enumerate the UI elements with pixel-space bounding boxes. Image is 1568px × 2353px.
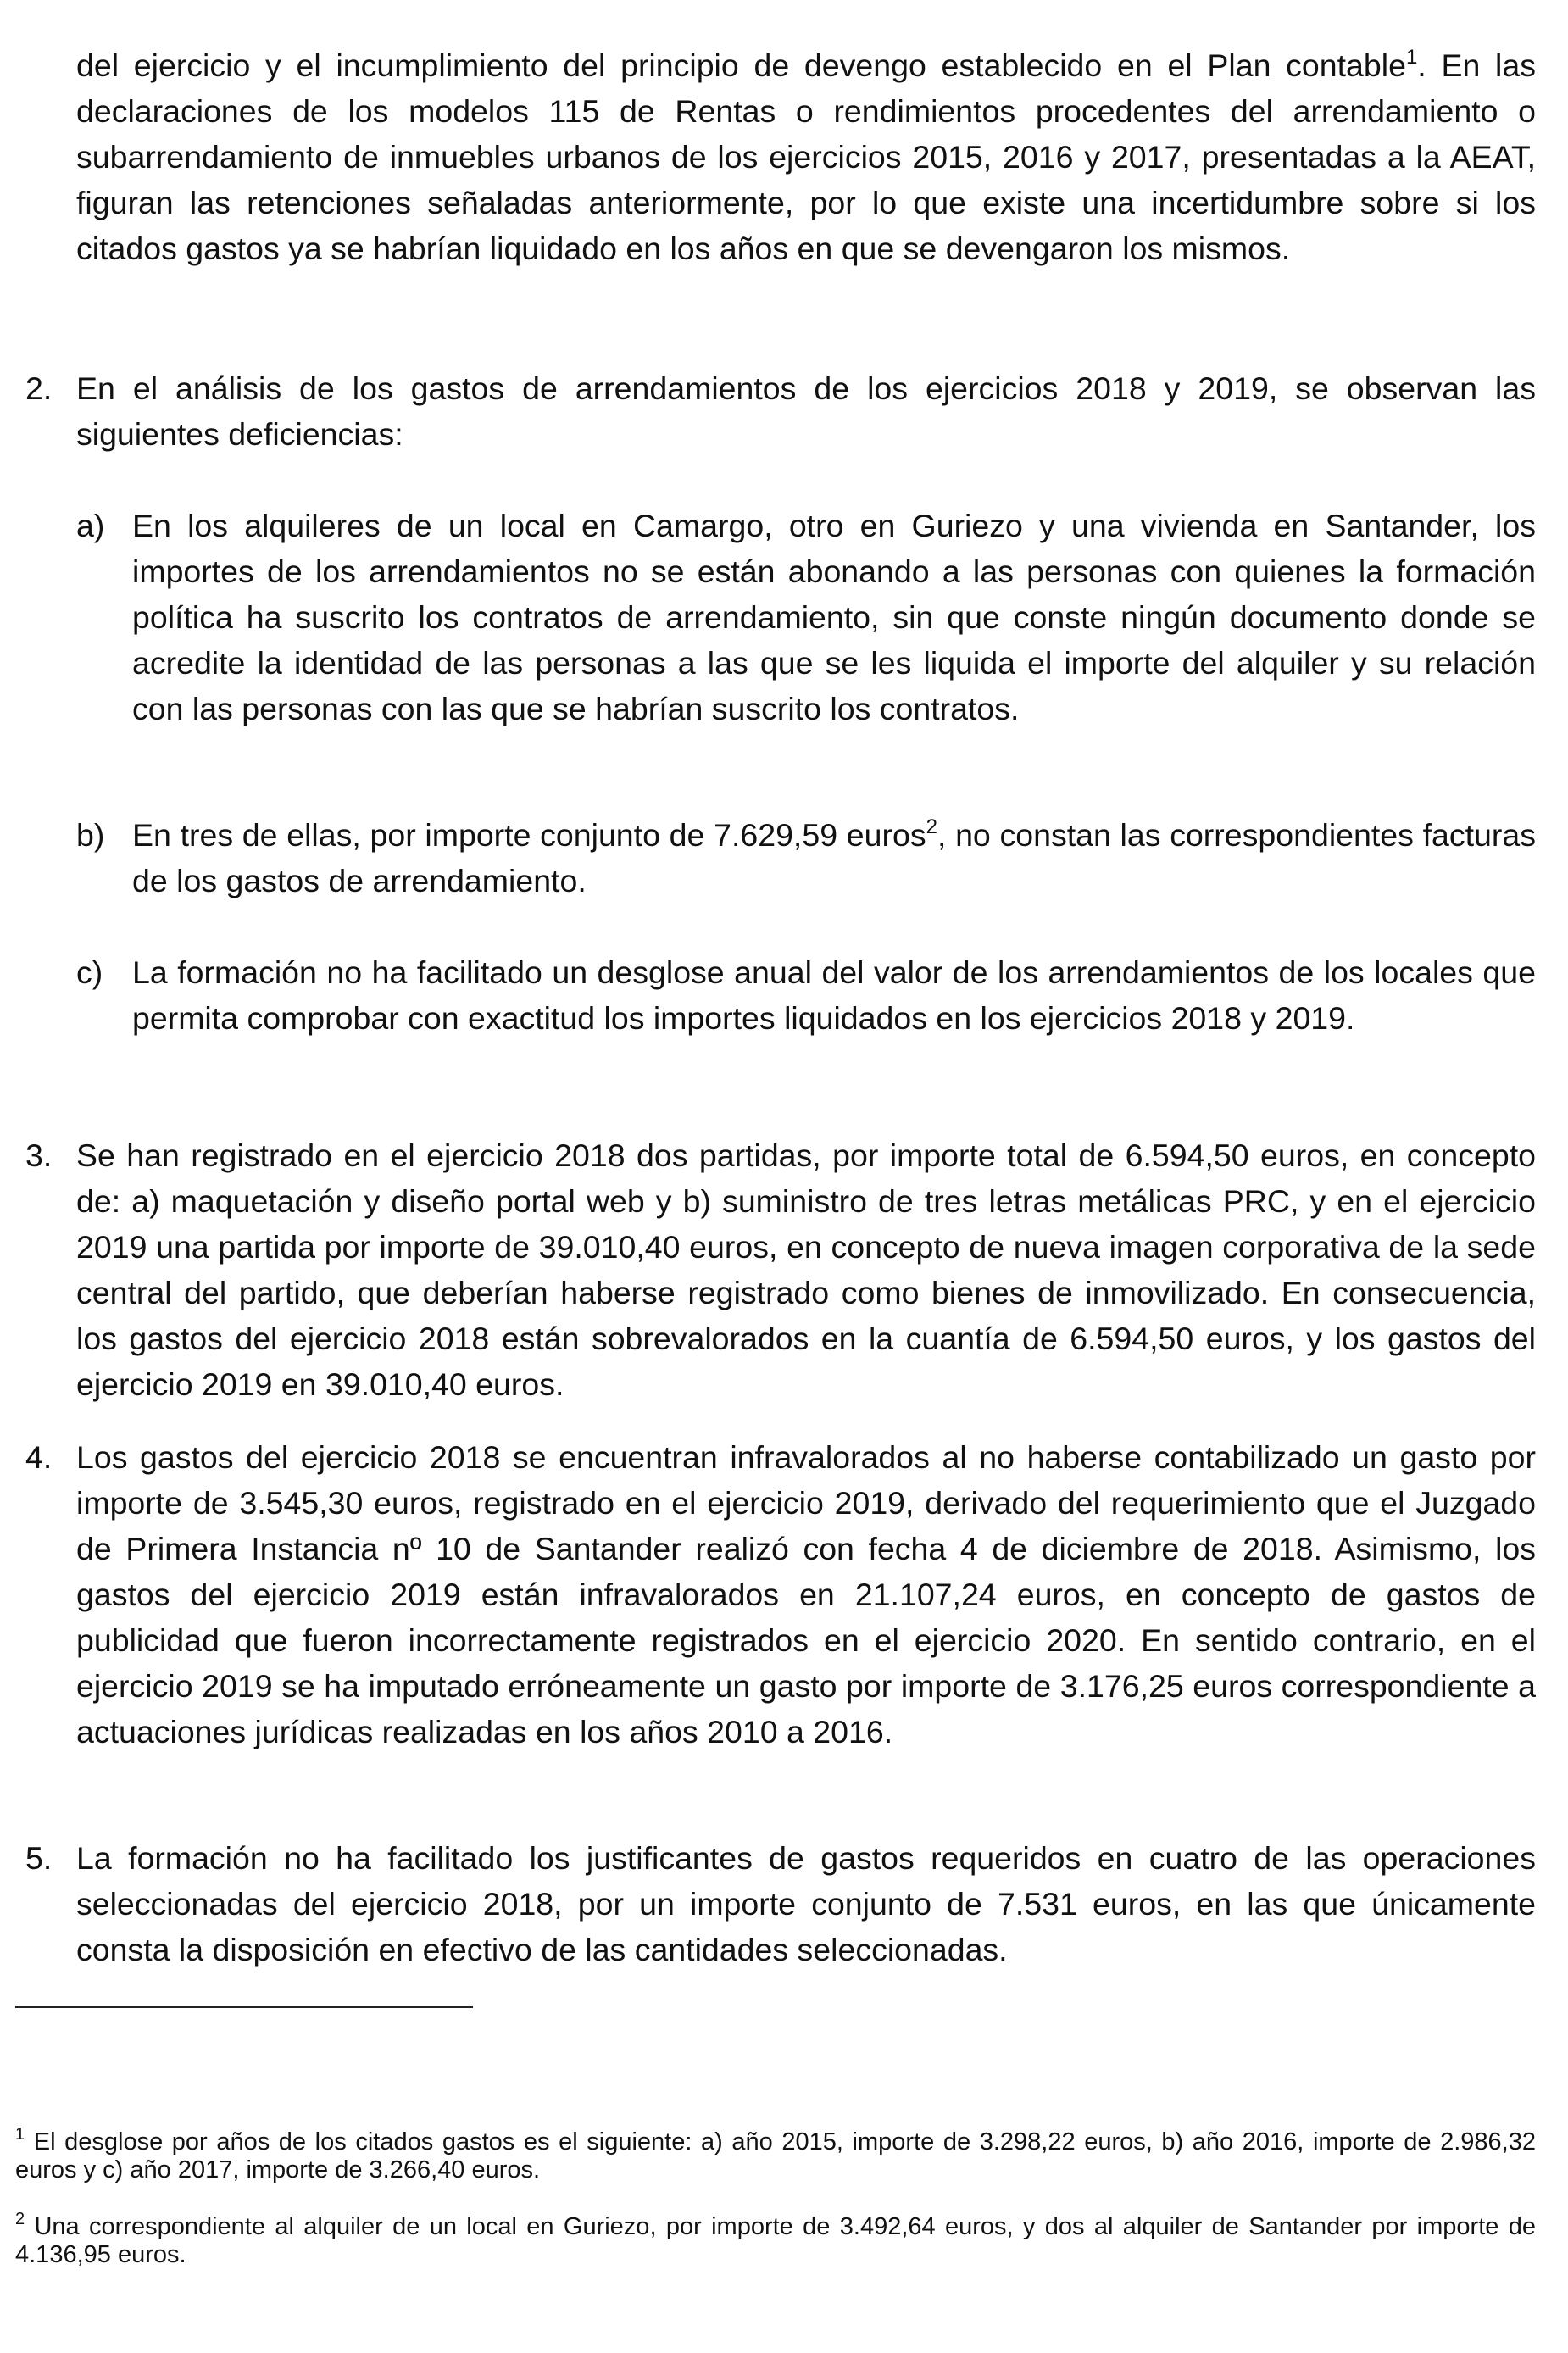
footnote-divider [15,2006,473,2008]
list-item-4 [25,1434,1536,1755]
sub-item-label: c) [76,954,103,990]
item-number: 5. [25,1840,53,1876]
footnote-ref-1[interactable]: 1 [1405,46,1418,69]
sub-item-label: b) [76,817,105,853]
sub-item-a [76,503,1536,731]
sub-item-text-after: , no constan las correspondientes facturas de los gastos de arrendamiento. [132,817,1536,898]
sub-item-label: a) [76,508,105,543]
footnote-1 [15,2125,1536,2184]
sub-item-b [76,812,1536,904]
item-text: Se han registrado en el ejercicio 2018 dos partidas, por importe total de 6.594,50 euros, en concepto de: a) maquetación y diseño portal web y b) suministro de tres letras metálicas PRC, y en el ejercicio 2019 una partida por importe de 39.010,40 euros, en concepto de nueva imagen corporativa de la sede central del partido, que deberían haberse registrado como bienes de inmovilizado. En consecuencia, los gastos del ejercicio 2018 están sobrevalorados en la cuantía de 6.594,50 euros, y los gastos del ejercicio 2019 en 39.010,40 euros. [76,1138,1536,1402]
sub-item-c [76,949,1536,1041]
sub-item-text: La formación no ha facilitado un desglose anual del valor de los arrendamientos de los locales que permita comprobar con exactitud los importes liquidados en los ejercicios 2018 y 2019. [132,954,1536,1036]
list-item-5 [25,1835,1536,1972]
list-item-2 [25,365,1536,457]
list-item-3 [25,1132,1536,1407]
footnote-mark: 2 [15,2210,25,2228]
item-number: 2. [25,370,53,406]
item-number: 3. [25,1138,53,1173]
footnote-text: Una correspondiente al alquiler de un local en Guriezo, por importe de 3.492,64 euros, y dos al alquiler de Santander por importe de 4.136,95 euros. [15,2213,1536,2268]
intro-text: del ejercicio y el incumplimiento del principio de devengo establecido en el Plan contable [76,47,1406,83]
item-text: Los gastos del ejercicio 2018 se encuentran infravalorados al no haberse contabilizado un gasto por importe de 3.545,30 euros, registrado en el ejercicio 2019, derivado del requerimiento que el Juzgado de Primera Instancia nº 10 de Santander realizó con fecha 4 de diciembre de 2018. Asimismo, los gastos del ejercicio 2019 están infravalorados en 21.107,24 euros, en concepto de gastos de publicidad que fueron incorrectamente registrados en el ejercicio 2020. En sentido contrario, en el ejercicio 2019 se ha imputado erróneamente un gasto por importe de 3.176,25 euros correspondiente a actuaciones jurídicas realizadas en los años 2010 a 2016. [76,1439,1536,1749]
intro-paragraph [76,42,1536,271]
footnote-text: El desglose por años de los citados gastos es el siguiente: a) año 2015, importe de 3.298,22 euros, b) año 2016, importe de 2.986,32 euros y c) año 2017, importe de 3.266,40 euros. [15,2128,1536,2183]
sub-item-text-part: En tres de ellas, por importe conjunto de 7.629,59 euros [132,817,926,853]
sub-item-text: En los alquileres de un local en Camargo, otro en Guriezo y una vivienda en Santander, los importes de los arrendamientos no se están abonando a las personas con quienes la formación política ha suscrito los contratos de arrendamiento, sin que conste ningún documento donde se acredite la identidad de las personas a las que se les liquida el importe del alquiler y su relación con las personas con las que se habrían suscrito los contratos. [132,508,1536,726]
item-text: La formación no ha facilitado los justificantes de gastos requeridos en cuatro de las operaciones seleccionadas del ejercicio 2018, por un importe conjunto de 7.531 euros, en las que únicamente consta la disposición en efectivo de las cantidades seleccionadas. [76,1840,1536,1967]
item-number: 4. [25,1439,53,1475]
sub-item-text [132,812,1536,904]
intro-text-after: . En las declaraciones de los modelos 115 de Rentas o rendimientos procedentes del arrendamiento o subarrendamiento de inmuebles urbanos de los ejercicios 2015, 2016 y 2017, presentadas a la AEAT, figuran las retenciones señaladas anteriormente, por lo que existe una incertidumbre sobre si los citados gastos ya se habrían liquidado en los años en que se devengaron los mismos. [76,47,1536,266]
footnote-mark: 1 [15,2125,25,2144]
footnote-ref-2[interactable]: 2 [926,815,937,838]
item-text: En el análisis de los gastos de arrendamientos de los ejercicios 2018 y 2019, se observan las siguientes deficiencias: [76,370,1536,452]
footnote-2 [15,2210,1536,2269]
